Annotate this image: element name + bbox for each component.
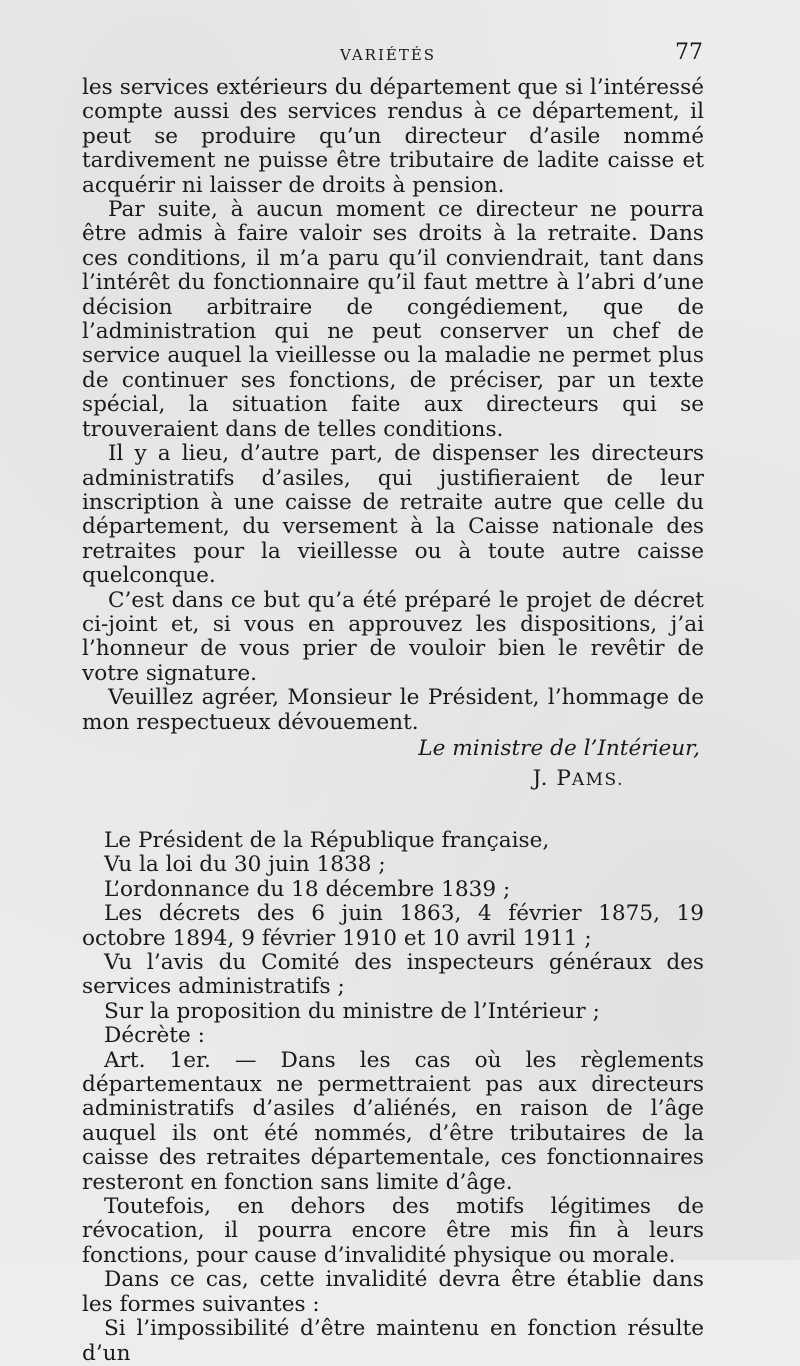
letter-paragraph: Veuillez agréer, Monsieur le Président, l’hommage de mon respectueux dévouement. [82,685,704,735]
decree-line: Vu la loi du 30 juin 1838 ; [104,852,386,878]
decree-line: Sur la proposition du ministre de l’Intérieur ; [104,998,600,1024]
letter-paragraph: C’est dans ce but qu’a été préparé le projet de décret ci-joint et, si vous en approuvez les dispositions, j’ai l’honneur de vous prier de vouloir bien le revêtir de votre signature. [82,587,704,686]
decree-line: Les décrets des 6 juin 1863, 4 février 1875, 19 octobre 1894, 9 février 1910 et 10 avril 1911 ; [82,901,704,951]
running-head [0,40,800,70]
signature-title: Le ministre de l’Intérieur, [418,735,700,761]
decree-line: Le Président de la République française, [104,827,550,853]
decree-paragraph: Dans ce cas, cette invalidité devra être établie dans les formes suivantes : [82,1267,704,1317]
letter-paragraph: Par suite, à aucun moment ce directeur ne pourra être admis à faire valoir ses droits à la retraite. Dans ces conditions, il m’a paru qu’il conviendrait, tant dans l’intérêt du fonctionnaire qu’il faut mettre à l’abri d’une décision arbitraire de congédiement, que de l’administration qui ne peut conserver un chef de service auquel la vieillesse ou la maladie ne permet plus de continuer ses fonctions, de préciser, par un texte spécial, la situation faite aux directeurs qui se trouveraient dans de telles conditions. [82,197,704,442]
decree-line: L’ordonnance du 18 décembre 1839 ; [104,876,511,902]
body-text [82,76,704,1366]
signature-initial: J. P [532,765,572,791]
decree-paragraph: Si l’impossibilité d’être maintenu en fonction résulte d’un [82,1316,704,1366]
decree-article: Art. 1er. — Dans les cas où les règlements départementaux ne permettraient pas aux directeurs administratifs d’asiles d’aliénés, en raison de l’âge auquel ils ont été nommés, d’être tributaires de la caisse des retraites départementale, ces fonctionnaires resteront en fonction sans limite d’âge. [82,1047,704,1195]
running-title: VARIÉTÉS [340,46,437,64]
signature-name [533,767,624,792]
letter-paragraph: Il y a lieu, d’autre part, de dispenser les directeurs administratifs d’asiles, qui justifieraient de leur inscription à une caisse de retraite autre que celle du département, du versement à la Caisse nationale des retraites pour la vieillesse ou à toute autre caisse quelconque. [82,441,704,589]
decree-paragraph: Toutefois, en dehors des motifs légitimes de révocation, il pourra encore être mis fin à leurs fonctions, pour cause d’invalidité physique ou morale. [82,1194,704,1268]
page-number: 77 [675,40,703,65]
decree-text [82,829,704,1366]
letter-paragraph: les services extérieurs du département que si l’intéressé compte aussi des services rendus à ce département, il peut se produire qu’un directeur d’asile nommé tardivement ne puisse être tributaire de ladite caisse et acquérir ni laisser de droits à pension. [82,75,704,198]
decree-line: Décrète : [104,1023,205,1049]
decree-line: Vu l’avis du Comité des inspecteurs généraux des services administratifs ; [82,950,704,1000]
signature-rest: AMS. [571,769,624,790]
signature-block [82,737,704,829]
